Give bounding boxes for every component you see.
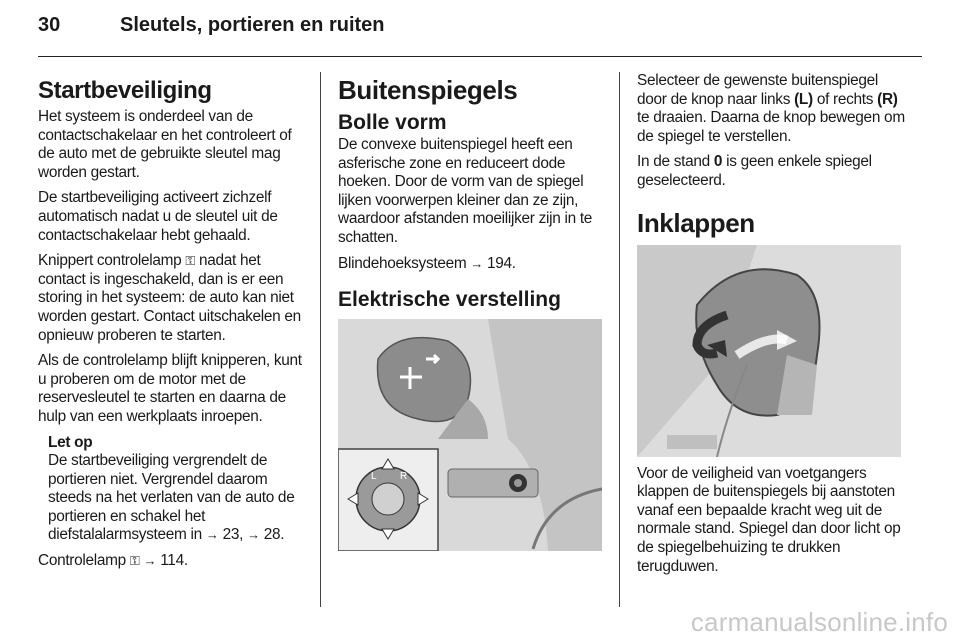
mirror-right-label: R — [400, 471, 408, 483]
note-box — [38, 434, 306, 546]
lock-lamp-icon: ⚿ — [129, 553, 140, 569]
page-ref-link[interactable]: 194. — [487, 254, 516, 272]
page-ref-link[interactable]: 23, — [222, 526, 244, 544]
paragraph — [637, 72, 905, 146]
text: Controlelamp — [38, 552, 126, 570]
text: In de stand — [637, 153, 710, 171]
label-right: (R) — [877, 90, 898, 108]
section-title: Buitenspiegels — [338, 75, 518, 105]
paragraph — [38, 552, 306, 571]
label-left: (L) — [794, 90, 813, 108]
paragraph: Het systeem is onderdeel van de contactschakelaar en het controleert of de auto met de gebruikte sleutel mag worden gestart. — [38, 108, 292, 181]
paragraph — [38, 252, 306, 345]
ref-arrow-icon: → — [470, 255, 484, 271]
chapter-title: Sleutels, portieren en ruiten — [120, 14, 385, 36]
subsection-title: Elektrische verstelling — [338, 288, 561, 312]
subsection-title: Bolle vorm — [338, 111, 447, 134]
text: te draaien. Daarna de knop bewegen om de spiegel te verstellen. — [637, 109, 905, 145]
column-divider — [320, 72, 321, 607]
column-divider — [619, 72, 620, 607]
ref-arrow-icon: → — [143, 553, 157, 569]
note-title: Let op — [48, 433, 93, 451]
paragraph — [338, 255, 606, 274]
mirror-adjust-figure — [338, 319, 602, 551]
paragraph: Als de controlelamp blijft knipperen, kunt u proberen om de motor met de reservesleutel te starten en daarna de hulp van een werkplaats inroepen. — [38, 352, 302, 425]
text: Selecteer de gewenste buitenspiegel door de knop naar links — [637, 72, 879, 108]
page-header — [38, 14, 922, 50]
page-ref-link[interactable]: 114. — [160, 552, 188, 570]
section-title: Inklappen — [637, 207, 755, 238]
paragraph: De convexe buitenspiegel heeft een asferische zone en reduceert dode hoeken. Door de vorm van de spiegel lijken voorwerpen kleiner dan ze zijn, waardoor afstanden moeilijker zijn in te schatten. — [338, 136, 593, 246]
header-rule — [38, 56, 922, 57]
ref-arrow-icon: → — [247, 527, 260, 543]
column-buitenspiegels — [338, 72, 606, 559]
paragraph — [637, 153, 905, 190]
page-ref-link[interactable]: 28. — [263, 526, 285, 544]
text: Blindehoeksysteem — [338, 254, 467, 272]
section-title: Startbeveiliging — [38, 77, 212, 104]
column-startbeveiliging — [38, 72, 306, 578]
mirror-left-label: L — [371, 471, 377, 483]
mirror-fold-figure — [637, 245, 901, 457]
text: De startbeveiliging vergrendelt de portieren niet. Vergrendel daarom steeds na het verlaten van de auto de portieren en schakel het diefstalalarmsysteem in — [48, 452, 295, 544]
page-number: 30 — [38, 14, 61, 36]
position-zero: 0 — [713, 153, 723, 171]
paragraph: Voor de veiligheid van voetgangers klappen de buitenspiegels bij aanstoten vanaf een bepaalde kracht weg uit de normale stand. Spiegel dan door licht op de spiegelbehuizing te drukken terugduwen. — [637, 464, 901, 575]
lock-lamp-icon: ⚿ — [185, 253, 195, 269]
note-text — [48, 452, 306, 545]
paragraph: De startbeveiliging activeert zichzelf automatisch nadat u de sleutel uit de contactschakelaar hebt gehaald. — [38, 189, 278, 244]
text: nadat het contact is ingeschakeld, dan is er een storing in het systeem: de auto kan niet worden gestart. Contact uitschakelen en opnieuw proberen te starten. — [38, 252, 301, 344]
text: is geen enkele spiegel geselecteerd. — [637, 153, 872, 189]
watermark: carmanualsonline.info — [690, 607, 948, 637]
ref-arrow-icon: → — [205, 527, 219, 543]
column-verstelling-inklappen — [637, 72, 905, 583]
text: of rechts — [816, 90, 874, 108]
text: Knippert controlelamp — [38, 252, 182, 270]
